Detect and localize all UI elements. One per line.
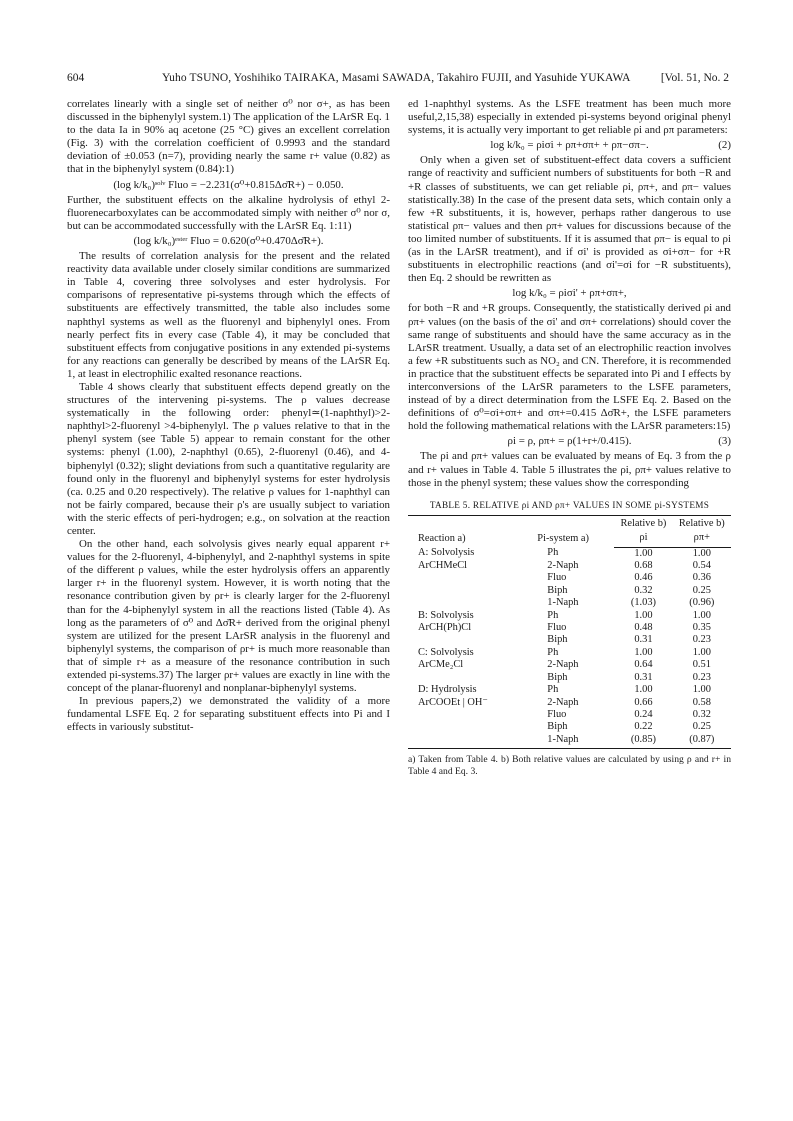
header-relative-1: Relative b): [614, 515, 672, 532]
pisystem-cell: Fluo: [547, 708, 567, 720]
relative-rho-pi-cell: 0.36: [692, 572, 711, 584]
relative-rho-i-cell: 0.31: [634, 634, 653, 646]
table-row: [408, 622, 731, 634]
relative-rho-pi-cell: 0.32: [692, 708, 711, 720]
author-line: Yuho TSUNO, Yoshihiko TAIRAKA, Masami SAWADA, Takahiro FUJII, and Yasuhide YUKAWA: [162, 72, 631, 84]
paragraph: Further, the substituent effects on the alkaline hydrolysis of ethyl 2-fluorenecarboxylates can be accommodated simply with neither σ⁰ nor σ, but can be accommodated successfully with the LArSR Eq. 1:11): [67, 193, 390, 232]
table-row: [408, 697, 731, 709]
table-row: [408, 734, 731, 749]
reaction-cell: [408, 672, 527, 684]
table-row: [408, 721, 731, 733]
reaction-cell: [408, 721, 527, 733]
table-caption: TABLE 5. RELATIVE ρi AND ρπ+ VALUES IN SOME pi-SYSTEMS: [429, 499, 710, 510]
page-number: 604: [67, 72, 85, 84]
paragraph: correlates linearly with a single set of neither σ⁰ nor σ+, as has been discussed in the biphenylyl system.1) The application of the LArSR Eq. 1 to the data Ia in 90% aq acetone (25 °C) gives an excellent correlation (Fig. 3) with the correlation coefficient of 0.9993 and the standard deviation of ±0.053 (n=7), providing nearly the same r+ value (0.82) as that in the biphenylyl system (0.84):1): [67, 98, 390, 176]
relative-rho-i-cell: 0.64: [634, 659, 653, 671]
relative-rho-i-cell: (1.03): [630, 597, 656, 609]
reaction-cell: D: Hydrolysis: [418, 684, 477, 696]
pisystem-cell: Ph: [547, 646, 559, 658]
table-row: [408, 672, 731, 684]
relative-rho-i-cell: 0.66: [634, 696, 653, 708]
table-row: [408, 709, 731, 721]
pisystem-cell: Biph: [547, 634, 568, 646]
pisystem-cell: Fluo: [547, 622, 567, 634]
reaction-cell: ArCH(Ph)Cl: [418, 622, 472, 634]
pisystem-cell: 2-Naph: [547, 659, 579, 671]
table-body: [408, 547, 731, 749]
header-relative-2: Relative b): [673, 515, 731, 532]
header-reaction: Reaction a): [408, 515, 527, 547]
equation-body: log k/k₀ = ρiσi + ρπ+σπ+ + ρπ−σπ−.: [490, 139, 649, 152]
table-row: [408, 684, 731, 696]
relative-rho-i-cell: 0.48: [634, 622, 653, 634]
pisystem-cell: Ph: [547, 609, 559, 621]
relative-rho-i-cell: 0.68: [634, 560, 653, 572]
relative-rho-i-cell: 0.32: [634, 584, 653, 596]
reaction-cell: ArCMe₂Cl: [418, 659, 464, 671]
equation: log k/k₀ = ρiσi' + ρπ+σπ+,: [512, 287, 627, 300]
relative-rho-i-cell: 1.00: [634, 646, 653, 658]
paragraph: The results of correlation analysis for the present and the related reactivity data available under closely similar conditions are summarized in Table 4, covering three solvolyses and ester hydrolysis. For comparisons of representative pi-systems through which the effects of substituents are effectively transmitted, the table also includes some naphthyl systems as well as the fluorenyl and biphenylyl ones. From nearly perfect fits in every case (Table 4), it may be concluded that substituent effects from conjugative positions in any extended pi-systems for any reactions can generally be described by means of the LArSR Eq. 1, at least in electrophilic exalted resonance reactions.: [67, 250, 390, 380]
relative-rho-pi-cell: 0.23: [692, 634, 711, 646]
reaction-cell: A: Solvolysis: [418, 547, 475, 559]
table-footnote: a) Taken from Table 4. b) Both relative values are calculated by using ρ and r+ in Table 4 and Eq. 3.: [408, 754, 731, 778]
table-row: [408, 547, 731, 560]
relative-rho-pi-cell: 1.00: [692, 609, 711, 621]
paragraph: On the other hand, each solvolysis gives nearly equal apparent r+ values for the 2-fluorenyl, 4-biphenylyl, and 2-naphthyl systems in spite of the different ρ values, while the ester hydrolysis offers an apparently larger r+ in the fluorenyl system. However, it is worth noting that the resonance contribution given by ρr+ is clearly larger for the 2-fluorenyl than for the 4-biphenylyl system in all the reactions listed (Table 4). As long as the parameters of σ⁰ and Δσ̄R+ derived from the original phenyl system are utilized for the present LArSR analysis in the fluorenyl and biphenylyl systems, the comparison of ρr+ is much more reasonable than that of simple r+ as a measure of the resonance contribution in such extended pi-systems.37) The larger ρr+ values are exactly in line with the concept of the planar-fluorenyl and nonplanar-biphenylyl systems.: [67, 538, 390, 695]
reaction-cell: [408, 734, 527, 749]
relative-rho-pi-cell: 0.23: [692, 671, 711, 683]
equation-number: (2): [718, 139, 731, 152]
volume-info: [Vol. 51, No. 2: [660, 72, 729, 84]
equation-number: (3): [718, 435, 731, 448]
paragraph: The ρi and ρπ+ values can be evaluated by means of Eq. 3 from the ρ and r+ values in Table 4. Table 5 illustrates the ρi, ρπ+ values relative to those in the phenyl system; these values show the corresponding: [408, 450, 731, 489]
relative-rho-i-cell: 1.00: [634, 684, 653, 696]
header-rho-pi: ρπ+: [673, 532, 731, 547]
table-row: [408, 647, 731, 659]
relative-rho-pi-cell: 1.00: [692, 646, 711, 658]
table-row: [408, 597, 731, 609]
pisystem-cell: 1-Naph: [547, 597, 579, 609]
relative-rho-pi-cell: 0.35: [692, 622, 711, 634]
relative-rho-pi-cell: (0.96): [689, 597, 715, 609]
relative-rho-pi-cell: 0.58: [692, 696, 711, 708]
relative-rho-i-cell: 1.00: [634, 547, 653, 559]
reaction-cell: C: Solvolysis: [418, 646, 474, 658]
relative-rho-i-cell: 0.46: [634, 572, 653, 584]
table-row: [408, 560, 731, 572]
paragraph: for both −R and +R groups. Consequently, the statistically derived ρi and ρπ+ values (on the basis of the σi' and σπ+ correlations) should cover the same range of substituents and should have the same accuracy as in the LArSR treatment. Usually, a data set of an electrophilic reaction involves a few +R substituents such as NO₂ and CN. Therefore, it is recommended in practice that the substituent effects be separated into Pi and I effects by interconversions of the LArSR parameters to the LSFE parameters, instead of by a direct determination from the LSFE Eq. 2. Based on the definitions of σ⁰=σi+σπ+ and σπ+=0.415 Δσ̄R+, the LSFE parameters hold the following mathematical relations with the LArSR parameters:15): [408, 302, 731, 433]
header-rho-i: ρi: [614, 532, 672, 547]
relative-rho-pi-cell: 1.00: [692, 547, 711, 559]
table-row: [408, 659, 731, 671]
left-column: [67, 98, 390, 735]
pisystem-cell: Biph: [547, 584, 568, 596]
relative-rho-i-cell: 0.22: [634, 721, 653, 733]
relative-rho-pi-cell: 0.51: [692, 659, 711, 671]
equation: (log k/k₀)ˢᵒˡᵛ Fluo = −2.231(σ⁰+0.815Δσ̄R+) − 0.050.: [113, 178, 344, 191]
reaction-cell: [408, 709, 527, 721]
table-row: [408, 585, 731, 597]
relative-rho-pi-cell: 1.00: [692, 684, 711, 696]
table-row: [408, 634, 731, 646]
pisystem-cell: Biph: [547, 671, 568, 683]
right-column: [408, 98, 731, 778]
table-5: [408, 515, 731, 749]
reaction-cell: [408, 597, 527, 609]
paragraph: Only when a given set of substituent-effect data covers a sufficient range of reactivity and sufficient numbers of substituents for both −R and +R classes of substituents, we can get reliable ρi, ρπ+, and ρπ− values statistically.38) In the case of the present data sets, which contain only a few +R substituents, it is, however, perhaps rather dangerous to use statistical ρπ− values and then ρπ+ values for discussions because of the too limited number of substituents. If it is assumed that ρπ− is equal to ρi (as in the LArSR treatment), and if σi' is provided as σi+σπ− for +R substituents in electrophilic reactions (and σi'=σi for −R substituents), then Eq. 2 should be rewritten as: [408, 154, 731, 285]
running-header: [67, 72, 729, 88]
relative-rho-pi-cell: 0.54: [692, 560, 711, 572]
pisystem-cell: 1-Naph: [527, 734, 614, 749]
reaction-cell: [408, 634, 527, 646]
equation-2: [408, 139, 731, 152]
pisystem-cell: 2-Naph: [547, 560, 579, 572]
relative-rho-i-cell: 0.31: [634, 671, 653, 683]
equation-3: [408, 435, 731, 448]
relative-rho-pi-cell: (0.87): [673, 734, 731, 749]
pisystem-cell: Biph: [547, 721, 568, 733]
reaction-cell: ArCHMeCl: [418, 560, 468, 572]
equation-body: ρi = ρ, ρπ+ = ρ(1+r+/0.415).: [507, 435, 632, 448]
pisystem-cell: Ph: [547, 547, 559, 559]
relative-rho-pi-cell: 0.25: [692, 721, 711, 733]
pisystem-cell: Fluo: [547, 572, 567, 584]
paragraph: In previous papers,2) we demonstrated the validity of a more fundamental LSFE Eq. 2 for separating substituent effects into Pi and I effects in variously substitut-: [67, 695, 390, 734]
reaction-cell: ArCOOEt | OH⁻: [418, 696, 488, 708]
pisystem-cell: 2-Naph: [547, 696, 579, 708]
relative-rho-i-cell: 0.24: [634, 708, 653, 720]
reaction-cell: [408, 585, 527, 597]
reaction-cell: B: Solvolysis: [418, 609, 474, 621]
relative-rho-i-cell: 1.00: [634, 609, 653, 621]
pisystem-cell: Ph: [547, 684, 559, 696]
header-pisystem: Pi-system a): [527, 515, 614, 547]
relative-rho-i-cell: (0.85): [614, 734, 672, 749]
reaction-cell: [408, 572, 527, 584]
paragraph: Table 4 shows clearly that substituent effects depend greatly on the structures of the intervening pi-systems. The ρ values decrease systematically in the following order: phenyl≃(1-naphthyl)>2-naphthyl>2-fluorenyl >4-biphenylyl. The ρ values relative to that in the phenyl system (see Table 5) appear to remain constant for the other systems: phenyl (1.00), 2-naphthyl (0.65), 2-fluorenyl (0.46), and 4-biphenylyl (0.32); slight deviations from such a quantitative regularity are found only in the fluorenyl and biphenylyl systems for ester hydrolysis (ca. 0.25 and 0.20 respectively). The relative ρ values for 1-naphthyl can not be fairly compared, because their ρ's are usually subject to variation with the steric effects of peri-hydrogen; e.g., on solvation at the reaction center.: [67, 380, 390, 537]
equation: (log k/k₀)ᵉˢᵗᵉʳ Fluo = 0.620(σ⁰+0.470Δσ̄R+).: [133, 234, 324, 247]
relative-rho-pi-cell: 0.25: [692, 584, 711, 596]
table-row: [408, 610, 731, 622]
table-row: [408, 572, 731, 584]
paragraph: ed 1-naphthyl systems. As the LSFE treatment has been much more useful,2,15,38) especially in extended pi-systems beyond original phenyl systems, it is actually very important to get reliable ρi and ρπ parameters:: [408, 98, 731, 137]
